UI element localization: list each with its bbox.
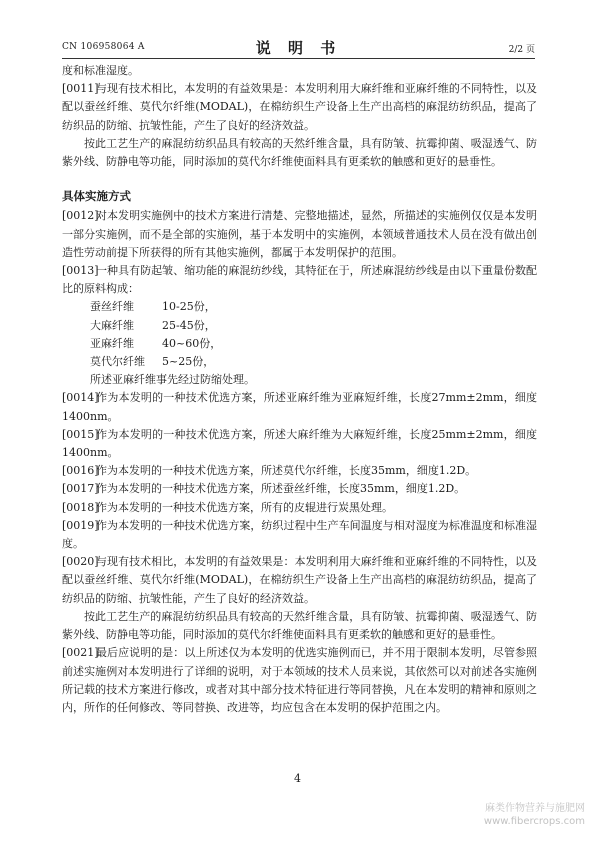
recipe-row — [90, 317, 537, 335]
watermark — [484, 802, 585, 828]
ingredient-name: 亚麻纤维 — [90, 336, 134, 350]
document-body — [62, 62, 537, 717]
paragraph-0019 — [62, 517, 537, 553]
paragraph-0020 — [62, 553, 537, 608]
paragraph-number: [0019] — [62, 518, 99, 532]
paragraph-text: 对本发明实施例中的技术方案进行清楚、完整地描述，显然，所描述的实施例仅仅是本发明一部分实施例，而不是全部的实施例，基于本发明中的实施例，本领域普通技术人员在没有做出创造性劳动前提下所获得的所有其他实施例，都属于本发明保护的范围。 — [62, 209, 537, 259]
paragraph-number: [0017] — [62, 482, 99, 496]
paragraph-text: 作为本发明的一种技术优选方案，所述莫代尔纤维，长度35mm，细度1.2D。 — [96, 464, 477, 478]
paragraph-0020-followup: 按此工艺生产的麻混纺纺织品具有较高的天然纤维含量，具有防皱、抗霉抑菌、吸湿透气、防紫外线、防静电等功能，同时添加的莫代尔纤维使面料具有更柔软的触感和更好的悬垂性。 — [62, 609, 537, 642]
paragraph-0017 — [62, 480, 537, 498]
paragraph-number: [0020] — [62, 555, 99, 569]
paragraph-text: 作为本发明的一种技术优选方案，所述蚕丝纤维，长度35mm，细度1.2D。 — [96, 482, 466, 496]
paragraph-0015 — [62, 426, 537, 462]
paragraph-number: [0014] — [62, 391, 99, 405]
paragraph-0011-followup: 按此工艺生产的麻混纺纺织品具有较高的天然纤维含量，具有防皱、抗霉抑菌、吸湿透气、防紫外线、防静电等功能，同时添加的莫代尔纤维使面料具有更柔软的触感和更好的悬垂性。 — [62, 136, 537, 169]
paragraph-number: [0018] — [62, 500, 99, 514]
paragraph-number: [0012] — [62, 209, 99, 223]
document-number: CN 106958064 A — [62, 42, 145, 52]
paragraph-text: 作为本发明的一种技术优选方案，所述亚麻纤维为亚麻短纤维，长度27mm±2mm，细度1400nm。 — [62, 391, 537, 423]
page-indicator: 2/2 页 — [508, 45, 535, 55]
paragraph-continued: 度和标准湿度。 — [62, 64, 139, 77]
recipe-row — [90, 353, 537, 371]
paragraph-0012 — [62, 207, 537, 262]
ingredient-name: 莫代尔纤维 — [90, 355, 145, 369]
paragraph-text: 与现有技术相比，本发明的有益效果是：本发明利用大麻纤维和亚麻纤维的不同特性，以及配以蚕丝纤维、莫代尔纤维(MODAL)，在棉纺织生产设备上生产出高档的麻混纺纺织品，提高了纺织品的防缩、抗皱性能，产生了良好的经济效益。 — [62, 555, 537, 605]
document-title: 说 明 书 — [255, 39, 342, 57]
paragraph-text: 作为本发明的一种技术优选方案，所有的皮辊进行炭黑处理。 — [96, 500, 393, 514]
paragraph-0014 — [62, 389, 537, 425]
paragraph-0016 — [62, 462, 537, 480]
paragraph-text: 最后应说明的是：以上所述仅为本发明的优选实施例而已，并不用于限制本发明，尽管参照前述实施例对本发明进行了详细的说明，对于本领域的技术人员来说，其依然可以对前述各实施例所记载的技术方案进行修改，或者对其中部分技术特征进行等同替换，凡在本发明的精神和原则之内，所作的任何修改、等同替换、改进等，均应包含在本发明的保护范围之内。 — [62, 646, 537, 714]
ingredient-amount: 10-25份， — [162, 300, 216, 314]
paragraph-number: [0015] — [62, 427, 99, 441]
recipe-row — [90, 335, 537, 353]
paragraph-number: [0013] — [62, 264, 99, 278]
paragraph-0013 — [62, 262, 537, 298]
recipe-note: 所述亚麻纤维事先经过防缩处理。 — [90, 373, 255, 387]
page-number: 4 — [294, 772, 301, 785]
paragraph-0021 — [62, 644, 537, 717]
page-header — [62, 36, 535, 59]
recipe-list — [90, 298, 537, 389]
ingredient-amount: 5~25份， — [162, 355, 215, 369]
ingredient-amount: 25-45份， — [162, 318, 216, 332]
section-title: 具体实施方式 — [62, 189, 131, 204]
ingredient-name: 大麻纤维 — [90, 318, 134, 332]
paragraph-number: [0021] — [62, 646, 99, 660]
paragraph-text: 一种具有防起皱、缩功能的麻混纺纱线，其特征在于，所述麻混纺纱线是由以下重量份数配比的原料构成： — [62, 264, 537, 296]
paragraph-0011 — [62, 80, 537, 135]
paragraph-text: 作为本发明的一种技术优选方案，所述大麻纤维为大麻短纤维，长度25mm±2mm，细度1400nm。 — [62, 427, 537, 460]
paragraph-number: [0011] — [62, 82, 99, 96]
paragraph-text: 作为本发明的一种技术优选方案，纺织过程中生产车间温度与相对湿度为标准温度和标准湿度。 — [62, 518, 537, 551]
recipe-row — [90, 298, 537, 316]
paragraph-text: 与现有技术相比，本发明的有益效果是：本发明利用大麻纤维和亚麻纤维的不同特性，以及配以蚕丝纤维、莫代尔纤维(MODAL)，在棉纺织生产设备上生产出高档的麻混纺纺织品，提高了纺织品的防缩、抗皱性能，产生了良好的经济效益。 — [62, 82, 537, 132]
ingredient-name: 蚕丝纤维 — [90, 300, 134, 314]
watermark-url: www.fibercrops.com — [483, 816, 585, 827]
watermark-title: 麻类作物营养与施肥网 — [485, 803, 585, 814]
paragraph-number: [0016] — [62, 464, 99, 478]
ingredient-amount: 40~60份， — [162, 336, 222, 350]
paragraph-0018 — [62, 499, 537, 517]
